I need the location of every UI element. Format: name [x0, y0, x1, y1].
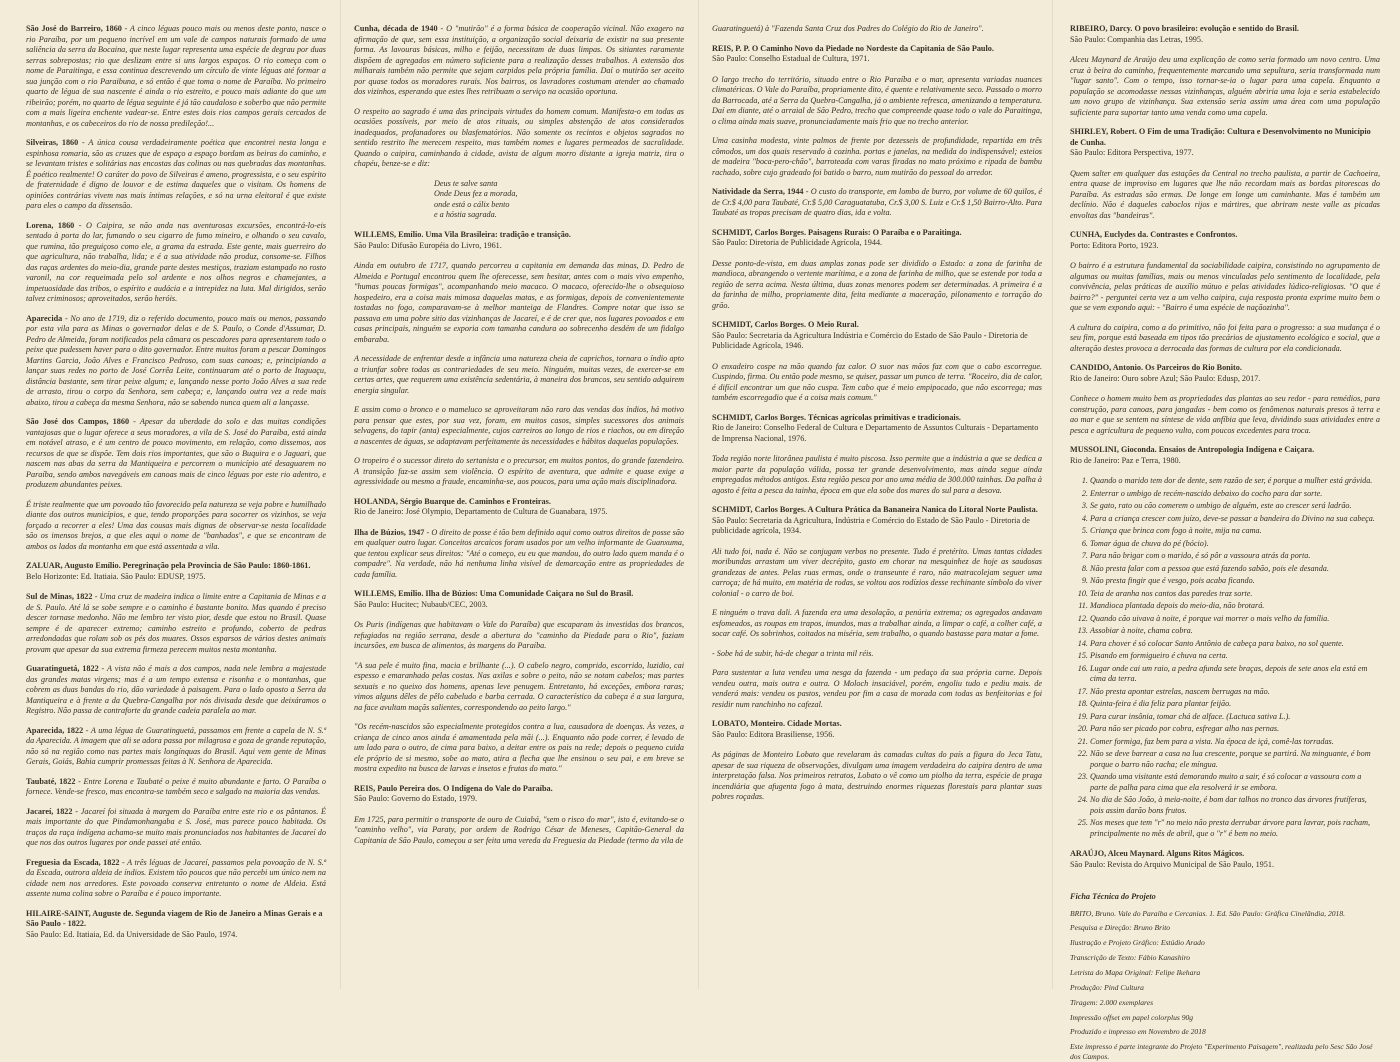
superstition-item: 19. Para curar insônia, tomar chá de alface. (Lactuca sativa L.).	[1090, 712, 1380, 723]
bibliography-reference: MUSSOLINI, Gioconda. Ensaios de Antropologia Indígena e Caiçara. Rio de Janeiro: Paz e Terra, 1980.	[1070, 445, 1315, 465]
superstition-item: 17. Não presta apontar estrelas, nascem berrugas na mão.	[1090, 687, 1380, 698]
credit-line: Pesquisa e Direção: Bruno Brito	[1070, 923, 1171, 933]
credits-title: Ficha Técnica do Projeto	[1070, 892, 1156, 901]
place-heading: Freguesia da Escada, 1822	[26, 857, 120, 867]
superstition-item: 22. Não se deve barrear a casa na lua crescente, porque se partirá. Na minguante, é bom porque o barro não racha; ele míngua.	[1090, 749, 1380, 770]
paragraph: Silveiras, 1860 - A única cousa verdadeiramente poética que encontrei nesta longa e espinhosa romaria, são as cruzes que de espaço a espaço bordam as beiras do caminho, e se levantam tristes e solitárias nas encostas das colinas ou nas quebradas das montanhas. É poético realmente! O caráter do povo de Silveiras é ameno, progressista, e o seu espírito de fraternidade é digno de louvor e de estima daqueles que o visitam. Os homens de opiniões contrárias vivem nas mais íntimas relações, e só na urna eleitoral é que existe para eles o campo da dissensão.	[26, 138, 326, 210]
place-heading: Guaratinguetá, 1822	[26, 664, 99, 673]
paragraph: As páginas de Monteiro Lobato que revelaram às camadas cultas do país a figura do Jeca Tatu, apesar de sua riqueza de observações, divulgam uma imagem verdadeira do caipira dentro de uma interpretação falsa. Nos primeiros retratos, Lobato o vê como um piolho da terra, espécie de praga incendiária que afugenta fogo à mata, destruindo enormes riquezas florestais para plantar suas pobres roçadas.	[712, 750, 1042, 801]
paragraph: O enxadeiro cospe na mão quando faz calor. O suor nas mãos faz com que o cabo escorregue. Cuspindo, firma. Ou então pode mesmo, se quiser, passar um punco de terra. "Roceiro, dia de calor, é difícil encontrar um que não cuspa. Tem cabo que é meio empipocado, que não escorrega; mas também escorregadio que é a coisa mais comum."	[712, 361, 1042, 402]
paragraph: Natividade da Serra, 1944 - O custo do transporte, em lombo de burro, por volume de 60 quilos, é de Cr.$ 4,00 para Taubaté, Cr.$ 5,00 Caraguatatuba, Cr.$ 3,00 S. Luiz e Cr.$ 1,50 Bairro-Alto. Para Taubaté as tropas precisam de quatro dias, ida e volta.	[712, 187, 1042, 217]
place-heading: Sul de Minas, 1822	[26, 592, 93, 601]
place-heading: Lorena, 1860	[26, 220, 75, 230]
credit-line: Tiragem: 2.000 exemplares	[1070, 997, 1154, 1007]
paragraph: Taubaté, 1822 - Entre Lorena e Taubaté o peixe é muito abundante e farto. O Paraíba o fornece. Vende-se fresco, mas encontra-se também seco e salgado na maioria das vendas.	[26, 776, 326, 796]
bibliography-reference: CANDIDO, Antonio. Os Parceiros do Rio Bonito. Rio de Janeiro: Ouro sobre Azul; São Paulo: Edusp, 2017.	[1070, 363, 1261, 383]
paragraph: Ilha de Búzios, 1947 - O direito de posse é tão bem definido aqui como outros direitos de posse são em qualquer outro lugar. Conceitos arcaicos foram usados por um velho informante de Guanxuma, que tentou explicar seus direitos: "Até o começo, eu eu que mandou, do outro lado quem manda é o compadre". Na verdade, não há nenhuma linha visível de demarcação entre as propriedades de cada família.	[354, 527, 685, 579]
superstition-item: 18. Quinta-feira é dia feliz para plantar feijão.	[1090, 699, 1380, 710]
place-heading: Jacareí, 1822	[26, 806, 73, 816]
paragraph: Sul de Minas, 1822 - Uma cruz de madeira indica o limite entre a Capitania de Minas e a de S. Paulo. Até lá se sobe sempre e o caminho é bastante bonito. Mas quando é preciso descer tornase medonho. Não me lembro ter visto pior, desde que estou no Brasil. Quase sempre é de aparecer extremo; caminho estreito e profundo, coberto de pedras arredondadas que rolam sob os pés dos muares. Ossos esparsos de vários destes animais provam que apesar da sua extrema firmeza perecem muitos nesta montanha.	[26, 592, 326, 654]
superstition-item: 11. Mandioca plantada depois do meio-dia, não brotará.	[1090, 601, 1380, 612]
bibliography-reference: ARAÚJO, Alceu Maynard. Alguns Ritos Mágicos. São Paulo: Revista do Arquivo Municipal de São Paulo, 1951.	[1070, 849, 1274, 869]
fold-line	[340, 0, 341, 989]
verse-line: onde está o cálix bento	[434, 199, 510, 209]
paragraph: Cunha, década de 1940 - O "mutirão" é a forma básica de cooperação vicinal. Não exagero na afirmação de que, sem essa instituição, a organização social deixaria de existir na sua presente forma. As lavouras básicas, milho e feijão, necessitam de duas limpas. Os sitiantes raramente dispõem de agregados em número suficiente para a realização desses trabalhos. A extensão dos milharais também não permite que sejam carpidos pela própria família. Daí o mutirão ser aceito por quase todos os moradores rurais. Nos bairros, os lavradores costumam atender ao chamado dos vizinhos, esperando que estes lhes retribuam o serviço na ocasião oportuna.	[354, 24, 684, 96]
superstition-item: 25. Nos meses que tem "r" no meio não presta derrubar árvore para lavrar, pois racham, principalmente no mês de abril, que o "r" é bem no meio.	[1090, 818, 1380, 839]
prayer-verse	[434, 179, 684, 222]
paragraph: Quem salter em qualquer das estações da Central no trecho paulista, a partir de Cachoeira, entra quase de improviso em lugares que lhe não recordam mais as bordas pitorescas do Paraíba. As estradas são ermas. De longe em longe um caminhante. Mas é também um declínio. Não é daqueles caboclos rijos e mártires, que abriram neste valle as picadas envoltas das "bandeiras".	[1070, 168, 1380, 220]
bibliography-reference: REIS, Paulo Pereira dos. O Indígena do Vale do Paraíba. São Paulo: Governo do Estado, 1979.	[354, 783, 553, 804]
verse-line: Deus te salve santa	[434, 178, 498, 188]
credit-line: Este impresso é parte integrante do Projeto "Experimento Paisagem", realizada pelo Sesc São José dos Campos.	[1070, 1042, 1373, 1062]
superstition-item: 9. Não presta fingir que é vesgo, pois acaba ficando.	[1090, 576, 1380, 587]
credit-line: Letrista do Mapa Original: Felipe Ikehara	[1070, 967, 1201, 977]
superstition-item: 24. No dia de São João, à meia-noite, é bom dar talhos no tronco das árvores frutíferas, pois assim darão bons frutos.	[1090, 795, 1380, 816]
paragraph: São José do Barreiro, 1860 - A cinco léguas pouco mais ou menos deste ponto, nasce o rio Paraíba, por um pequeno incrível em um vale de campos naturais formado de uma saliência da serra da Bocaina, que neste lugar representa uma espécie de degrau por duas serras sobrepostas; rio que deslizam entre si uns largos espaços. O rio começa com o nome de Paraitinga, e essa continua descrevendo um círculo de vinte léguas até formar a sua junção com o rio Paraibuna, e só então é que toma o nome de Paraíba. No primeiro quarto de légua de sua nascente é ainda o rio estreito, e pouco mais adiante do que um ribeirão; porém, no quarto de légua seguinte é já tão caudaloso e soberbo que não permite com a mais ligeira enchente vadear-se. Entre estes dois rios campos gerais cercados de montanhas, e os cabeceiros do rio de nossa predileção!...	[26, 24, 326, 128]
place-heading: São José dos Campos, 1860	[26, 417, 130, 426]
column-2	[354, 24, 684, 979]
superstition-item: 2. Enterrar o umbigo de recém-nascido debaixo do cocho para dar sorte.	[1090, 489, 1380, 500]
bibliography-reference: RIBEIRO, Darcy. O povo brasileiro: evolução e sentido do Brasil. São Paulo: Companhia das Letras, 1995.	[1070, 24, 1299, 44]
paragraph: Ainda em outubro de 1717, quando percorreu a capitania em demanda das minas, D. Pedro de Almeida e Portugal encontrou quem lhe oferecesse, sem hesitar, antes com o mais vivo empenho, "humas poucas formigas", acompanhando meio macaco. O macaco, oferecido-lhe o obsequioso hospedeiro, era a coisa mais mimosa daquelas matas, e as formigas, depois de convenientemente tostadas no fogo, comparavam-se à melhor manteiga de Flandres. Compre notar que isso se passava em uma pobre sitio das vizinhanças de Jacareí, e é de crer que, nos lugares povoados e em casas principais, ninguém se exporia com tamanha candura ao sobrecenho desdém de um fidalgo embaraba.	[354, 261, 684, 344]
superstition-item: 15. Pisando em formigueiro é chuva na certa.	[1090, 651, 1380, 662]
paragraph: E ninguém o trava dali. A fazenda era uma desolação, a penúria extrema; os agregados andavam esfomeados, as roupas em trapos, imundos, mas a trabalhar ainda, a limpar o café, a colher café, a socar café. Os sobrinhos, coitados na miséria, sem trabalho, o quando bastasse para matar a fome.	[712, 608, 1042, 638]
superstition-item: 6. Tomar água de chuva do pé (bócio).	[1090, 539, 1380, 550]
bibliography-reference: REIS, P. P. O Caminho Novo da Piedade no Nordeste da Capitania de São Paulo. São Paulo: Conselho Estadual de Cultura, 1971.	[712, 43, 994, 63]
superstition-item: 7. Para não brigar com o marido, é só pôr a vassoura atrás da porta.	[1090, 551, 1380, 562]
bibliography-reference: WILLEMS, Emílio. Uma Vila Brasileira: tradição e transição. São Paulo: Difusão Européia do Livro, 1961.	[354, 230, 571, 250]
paragraph: São José dos Campos, 1860 - Apesar da uberdade do solo e das muitas condições vantajosas que o lugar oferece a seus moradores, a vila de S. José do Paraíba, está ainda em notável atraso, e é um centro de pouco movimento, em relação, como dissemos, aos recursos de que se dispõe. Tem dois rios importantes, que são o Buquira e o Jaguari, que nascem nas abas da serra da Mantiqueira e percorrem o município até desaguarem no Paraíba, sendo ambos navegáveis em canoas mais de cinco léguas por este rio adentro, e produzem abundantes peixes.	[26, 417, 326, 489]
bibliography-reference: SHIRLEY, Robert. O Fim de uma Tradição: Cultura e Desenvolvimento no Município de Cunha. São Paulo: Editora Perspectiva, 1977.	[1070, 127, 1371, 157]
superstition-item: 5. Criança que brinca com fogo à noite, mija na cama.	[1090, 526, 1380, 537]
superstition-item: 4. Para a criança crescer com juízo, deve-se passar a bandeira do Divino na sua cabeça.	[1090, 514, 1380, 525]
paragraph: Os Puris (indígenas que habitavam o Vale do Paraíba) que escaparam às investidas dos brancos, refugiados na região serrana, desde a abertura do "caminho da Piedade para o Rio", faziam incursões, em busca de alimentos, às margens do Paraíba.	[354, 620, 684, 651]
technical-credits	[1070, 892, 1380, 1062]
fold-line	[1052, 0, 1053, 989]
paragraph: A necessidade de enfrentar desde a infância uma natureza cheia de caprichos, tornara o índio apto a triunfar sobre todas as contrariedades de seu meio. Ninguém, muitas vezes, de exercer-se em certas artes, que requerem uma existência sedentária, à maneira dos brancos, seu sentido adquirem energia singular.	[354, 354, 684, 395]
bibliography-reference: WILLEMS, Emílio. Ilha de Búzios: Uma Comunidade Caiçara no Sul do Brasil. São Paulo: Hucitec; Nubaub/CEC, 2003.	[354, 589, 634, 609]
superstition-item: 16. Lugar onde cai um raio, a pedra afunda sete braças, depois de sete anos ela está em cima da terra.	[1090, 664, 1380, 685]
column-4	[1070, 24, 1380, 1062]
bibliography-reference: CUNHA, Euclydes da. Contrastes e Confrontos. Porto: Editora Porto, 1923.	[1070, 230, 1238, 250]
paragraph: O tropeiro é o sucessor direto do sertanista e o precursor, em muitos pontos, do grande fazendeiro. A transição faz-se assim sem violência. O espírito de aventura, que admite e quase exige a agressividade ou mesmo a fraude, encaminha-se, aos poucos, para uma ação mais disciplinadora.	[354, 456, 684, 487]
credit-line: Ilustração e Projeto Gráfico: Estúdio Arado	[1070, 938, 1205, 948]
verse-line: e a hóstia sagrada.	[434, 210, 497, 220]
verse-line: Onde Deus fez a morada,	[434, 189, 518, 199]
superstition-item: 8. Não presta falar com a pessoa que está fazendo sabão, pois ele desanda.	[1090, 564, 1380, 575]
paragraph: É triste realmente que um povoado tão favorecido pela natureza se veja pobre e humilhado diante dos outros municípios, e que, tendo proporções para socorrer os vizinhos, se veja forçado a recorrer a eles! Uma das cousas mais dignas de observar-se nesta localidade são os imensos brejos, a que eles aqui o nome de "banhados", e que se encontram de ambos os lados da montanha em que está assentada a vila.	[26, 499, 326, 551]
superstitions-list	[1070, 476, 1380, 839]
paragraph: Para sustentar a luta vendeu uma nesga da fazenda - um pedaço da sua própria carne. Depois vendeu outra, mais outra e outra. O Moloch insaciável, porém, engoliu tudo e pediu mais. de venderá mais: vendeu os pastos, vendeu por fim a casa de morada com todas as benfeitorias e foi residir num ranchinho no cafezal.	[712, 668, 1042, 709]
superstition-item: 14. Para chover é só colocar Santo Antônio de cabeça para baixo, no sol quente.	[1090, 639, 1380, 650]
superstition-item: 3. Se gato, rato ou cão comerem o umbigo de alguém, este ao crescer será ladrão.	[1090, 501, 1380, 512]
bibliography-reference: LOBATO, Monteiro. Cidade Mortas. São Paulo: Editora Brasiliense, 1956.	[712, 719, 842, 739]
credit-line: Impressão offset em papel colorplus 90g	[1070, 1012, 1194, 1022]
paragraph: Aparecida - No ano de 1719, diz o referido documento, pouco mais ou menos, passando por esta vila para as Minas o governador delas e de S. Paulo, o Conde d'Assumar, D. Pedro de Almeida, foram notificados pela câmara os pescadores para apresentarem todo o peixe que pudessem haver para o dito governador. Entre muitos foram a pescar Domingos Martins Garcia, João Alves e Francisco Pedroso, com suas canoas; e, principiando a lançar suas redes no porto de José Corrêa Leite, continuaram até o porto de Itaguaçu, distância bastante, sem tirar peixe algum; e, lançando nesse porto João Alves a sua rede de arrasto, tirou o corpo da Senhora, sem cabeça; e, lançando outra vez a rede mais abaixo, tirou a cabeça da mesma Senhora, não se sabendo nunca quem ali a lançasse.	[26, 313, 326, 407]
paragraph: A cultura do caipira, como a do primitivo, não foi feita para o progresso: a sua mudança é o seu fim, porque está baseada em tipos tão precários de ajustamento ecológico e social, que a alteração destes provoca a derrocada das formas de cultura por ela condicionada.	[1070, 322, 1380, 353]
superstition-item: 1. Quando o marido tem dor de dente, sem razão de ser, é porque a mulher está grávida.	[1090, 476, 1380, 487]
credit-line: Produção: Pind Cultura	[1070, 982, 1144, 992]
bibliography-reference: HILAIRE-SAINT, Auguste de. Segunda viagem de Rio de Janeiro a Minas Gerais e a São Paulo - 1822. São Paulo: Ed. Itatiaia, Ed. da Universidade de São Paulo, 1974.	[26, 908, 323, 939]
paragraph: Uma casinha modesta, vinte palmos de frente por dezesseis de profundidade, repartida em três cômodos, um dos quais reservado à cozinha. portas e janelas, na medida do indispensável; esteios de madeira "boca-pero-chão", barroteada com varas firadas no mato próximo e ripada de bambu rachado, sobre cujo gradeado foi batido o barro, num mutirão do pessoal do arredor.	[712, 136, 1042, 177]
place-heading: Aparecida	[26, 313, 63, 323]
bibliography-reference: ZALUAR, Augusto Emílio. Peregrinação pela Província de São Paulo: 1860-1861. Belo Horizonte: Ed. Itatiaia. São Paulo: EDUSP, 1975.	[26, 561, 311, 581]
superstition-item: 13. Assobiar à noite, chama cobra.	[1090, 626, 1380, 637]
superstition-item: 23. Quando uma visitante está demorando muito a sair, é só colocar a vassoura com a parte de palha para cima que ela resolverá ir se embora.	[1090, 772, 1380, 793]
paragraph: Guaratinguetá, 1822 - A vista não é mais a dos campos, nada nele lembra a majestade das grandes matas virgens; mas é a um tempo extensa e risonha e o montanhas, que cobrem as duas bandas do rio, dão variedade à paisagem. Para o lado oposto a Serra da Mantiqueira e à frente a da Quebra-Cangalha por nós divisada desde que deixáramos o Registro. Não passa de contraforte da grande cadeia paralela ao mar.	[26, 664, 326, 715]
paragraph: Guaratinguetá) à "Fazenda Santa Cruz dos Padres do Colégio do Rio de Janeiro".	[712, 24, 984, 33]
place-heading: Silveiras, 1860	[26, 138, 79, 147]
paragraph: E assim como o bronco e o mameluco se aproveitaram não raro das vendas dos índios, há motivo para pensar que estes, por sua vez, foram, em muitos casos, simples sucessores dos animais selvagens, do tapir (anta) especialmente, cujos carreiros ao longo de rios e riachos, ou em direção a nascentes de águas, se adaptavam perfeitamente às necessidades e hábitos daquelas populações.	[354, 405, 684, 446]
paragraph: O bairro é a estrutura fundamental da sociabilidade caipira, consistindo no agrupamento de algumas ou muitas famílias, mais ou menos vinculadas pelo sentimento de localidade, pela convivência, pelas práticas de auxílio mútuo e pelas atividades lúdico-religiosas. "O que é bairro?" - perguntei certa vez a um velho caipira, cuja resposta pronta exprime muito bem o que se vem expondo aqui: - "Bairro é uma espécie de naçãozinha".	[1070, 261, 1380, 312]
superstition-item: 10. Teia de aranha nos cantos das paredes traz sorte.	[1090, 589, 1380, 600]
place-heading: Cunha, década de 1940	[354, 24, 438, 33]
bibliography-reference: SCHMIDT, Carlos Borges. A Cultura Prática da Bananeira Nanica do Litoral Norte Paulista. São Paulo: Secretaria da Agricultura, Indústria e Comércio do Estado de São Paulo - Diretoria de publicidade agrícola, 1934.	[712, 505, 1038, 535]
paragraph: Alceu Maynard de Araújo deu uma explicação de como seria formado um novo centro. Uma cruz à beira do caminho, frequentemente marcando uma sepultura, seria transformada num "lugar santo". Com o tempo, isso tornar-se-ia o lugar para uma capela. Enquanto a população se acomodasse nessas vizinhanças, alguém abriria uma loja e seria estabelecido um novo grupo de vizinhança. Sua extensão seria assim uma área com uma população suficiente para suportar tanto uma venda como uma capela.	[1070, 55, 1380, 117]
place-heading: Taubaté, 1822	[26, 776, 76, 786]
place-heading: Natividade da Serra, 1944	[712, 187, 804, 196]
paragraph: "Os recém-nascidos são especialmente protegidos contra a lua, causadora de doenças. Às vezes, a criança de cinco anos ainda é amamentada pela mãi (...). Enquanto não pode correr, é levado de um lado para o outro, de cima para baixo, a deitar entre os pais na rede; depois o pequeno cuida ele próprio de si mesmo, sobe ao mato, atira a flecha que lhe ensinou o seu pai, e em breve se mostra expedito na busca de larvas e insetos e frutas do mato."	[354, 722, 684, 774]
bibliography-reference: SCHMIDT, Carlos Borges. Paisagens Rurais: O Paraíba e o Paraitinga. São Paulo: Diretoria de Publicidade Agrícola, 1944.	[712, 227, 962, 247]
place-heading: São José do Barreiro, 1860	[26, 24, 122, 33]
column-1	[26, 24, 326, 979]
paragraph: Freguesia da Escada, 1822 - A três léguas de Jacareí, passamos pela povoação de N. S.ª da Escada, outrora aldeia de índios. Existem tão poucos que não percebi um único nem na cidade nem nos arredores. Este povoado conserva entretanto o nome de Aldeia. Está assente numa colina sobre o Paraíba e é pouco importante.	[26, 857, 326, 898]
credit-line: Produzido e impresso em Novembro de 2018	[1070, 1027, 1206, 1037]
paragraph: O largo trecho do território, situado entre o Rio Paraíba e o mar, apresenta variadas nuances climatéricas. O Vale do Paraíba, propriamente dito, é quente e relativamente seco. Passado o morro da Barrocada, até a Serra da Quebra-Cangalha, já o ambiente refresca, amenizando a temperatura. Daí em diante, até o arraial de São Pedro, trecho que compreende quase todo o vale do Paraitinga, o clima ainda mais suave, pronunciadamente mais frio que no trecho anterior.	[712, 74, 1042, 126]
paragraph: Desse ponto-de-vista, em duas amplas zonas pode ser dividido o Estado: a zona de farinha de mandioca, abrangendo o vertente marítima, e a zona de farinha de milho, que se estende por toda a região de serra acima. Nesta última, duas zonas menores podem ser determinadas. A primeira é a da farinha de milho, propriamente dita, feita mediante a maceração, pilonamento e torração do grão.	[712, 258, 1042, 310]
paragraph: Toda região norte litorânea paulista é muito piscosa. Isso permite que a indústria a que se dedica a maior parte da população válida, possa ter grande desenvolvimento, mas ainda segue ainda empregados métodos antigos. Esta região pesca por ano uma média de 300.000 tainhas. Da palha à agosto é feita a pesca da tainha, época em que ela sobe dos mares do sul para a desova.	[712, 454, 1042, 495]
paragraph: Aparecida, 1822 - A uma légua de Guaratinguetá, passamos em frente a capela de N. S.ª da Aparecida. A imagem que ali se adora passa por milagrosa e goza de grande reputação, não só na região como nas partes mais longínquas do Brasil. Aqui vem gente de Minas Gerais, Goiás, Bahia cumprir promessas feitas à N. Senhora de Aparecida.	[26, 725, 326, 766]
paragraph: - Sobe há de subir, há-de chegar a trinta mil réis.	[712, 648, 874, 658]
paragraph: Conhece o homem muito bem as propriedades das plantas ao seu redor - para remédios, para construção, para canoas, para jangadas - bem como os fenômenos naturais presos à terra e ao mar e que se sentem na síntese de vida anfíbia que leva, dividindo suas atividades entre a pesca e agricultura de pequeno vulto, com poucos excedentes para troca.	[1070, 394, 1380, 435]
fold-line	[698, 0, 699, 989]
superstition-item: 12. Quando cão uivava à noite, é porque vai morrer o mais velho da família.	[1090, 614, 1380, 625]
superstition-item: 20. Para não ser picado por cobra, esfregar alho nas pernas.	[1090, 724, 1380, 735]
paragraph: Ali tudo foi, nada é. Não se conjugam verbos no presente. Tudo é pretérito. Umas tantas cidades moribundas arrastam um viver decrépito, gasto em chorar na mesquinhez de hoje as saudosas grandezas de antes. Pelas ruas ermas, onde o transeunte é raro, não matracolejam seguer uma carroça; de há muito, em matéria de rodas, se voltou aos rodízios desse rechinante símbolo do viver colonial - o carro de boi.	[712, 546, 1042, 598]
paragraph: Lorena, 1860 - O Caipira, se não anda nas aventurosas excursões, encontrá-lo-eis sentado à porta do lar, fumando o seu cigarro de fumo mineiro, e olhando o seu cavalo, que rumina, tão preguiçoso como ele, a grama da estrada. Este gente, mais guerreiro do que agricultura, não trabalha, lida; e é a sua atividade não produz, consome-se. Filhos das raças ardentes do meio-dia, grande parte destes mestiços, traziam estampado no rosto varonil, na cor requeimada pelo sol ardente e nos olhos negros e chamejantes, a impetuosidade das tribos, o espírito e audácia e a intrepidez na luta. Mal dirigidos, serão talvez criminosos; aproveitados, serão heróis.	[26, 220, 326, 303]
superstition-item: 21. Comer formiga, faz bem para a vista. Na época de içá, comê-las torradas.	[1090, 737, 1380, 748]
bibliography-reference: SCHMIDT, Carlos Borges. Técnicas agrícolas primitivas e tradicionais. Rio de Janeiro: Conselho Federal de Cultura e Departamento de Assuntos Culturais - Departamento de Imprensa Nacional, 1976.	[712, 412, 1039, 443]
credit-line: Transcrição de Texto: Fábio Kanashiro	[1070, 953, 1191, 963]
paragraph: "A sua pele é muito fina, macia e brilhante (...). O cabelo negro, comprido, escorrido, luzidio, cai espesso e emaranhado pelas costas. Nas axilas e sobre o peito, não se notam cabelos; mas partes sexuais e no queixo dos homens, apenas leve penugem. Entretanto, há exceções, embora raras; vimos alguns dêles de pêlo cabeludo e barba cerrada. O característico da cabeça é a sua largura, na face avultam maçãs salientes, correspondendo ao peito largo."	[354, 660, 684, 712]
paragraph: Em 1725, para permitir o transporte de ouro de Cuiabá, "sem o risco do mar", isto é, evitando-se o "caminho velho", via Paraty, por ordem de Rodrigo César de Meneses, Capitão-General da Capitania de São Paulo, começou a ser feita uma vereda da Freguesia da Piedade (termo da vila de	[354, 814, 684, 845]
paragraph: Jacareí, 1822 - Jacareí foi situada à margem do Paraíba entre este rio e os pântanos. É mais importante do que Pindamonhangaba e S. José, mas parece pouco habitada. Os traços da raça indígena achamo-se muito mais pronunciados nos habitantes de Jacareí do que nos dos outros lugares por onde passei até então.	[26, 806, 326, 847]
column-3	[712, 24, 1042, 979]
place-heading: Aparecida, 1822	[26, 725, 84, 735]
bibliography-reference: SCHMIDT, Carlos Borges. O Meio Rural. São Paulo: Secretaria da Agricultura Indústria e Comércio do Estado de São Paulo - Diretoria de Publicidade Agrícola, 1946.	[712, 320, 1028, 350]
bibliography-reference: HOLANDA, Sérgio Buarque de. Caminhos e Fronteiras. Rio de Janeiro: José Olympio, Departamento de Cultura de Guanabara, 1975.	[354, 496, 608, 517]
credits-list	[1070, 909, 1380, 1062]
place-heading: Ilha de Búzios, 1947	[354, 527, 425, 537]
credit-line: BRITO, Bruno. Vale do Paraíba e Cercanias. 1. Ed. São Paulo: Gráfica Cinelândia, 2018.	[1070, 908, 1346, 918]
paragraph: O respeito ao sagrado é uma das principais virtudes do homem comum. Manifesta-o em todas as ocasiões possíveis, por meio de atos rituais, ou simples abstenção de atos considerados inadequados, profanadores ou blasfematórios. Não somente os recintos e objetos sagrados no sentido restrito lhe merecem respeito, mas também nomes e lugares permeados de sacralidade. Quando o caipira, caminhando à cidade, avista de algum morro distante a igreja matriz, tira o chapéu, benze-se e diz:	[354, 106, 684, 168]
